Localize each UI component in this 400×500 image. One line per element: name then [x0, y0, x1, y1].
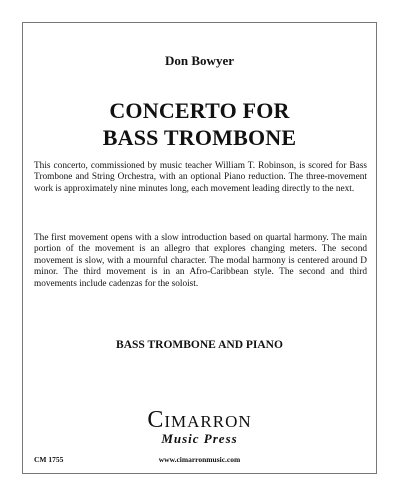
work-title-line-1: CONCERTO FOR — [109, 98, 290, 123]
publisher-logo-name: IMARRON — [164, 412, 252, 431]
work-title-line-2: BASS TROMBONE — [102, 125, 297, 150]
publisher-logo-initial: C — [147, 407, 165, 433]
work-title — [23, 97, 376, 151]
publisher-logo-subtitle: Music Press — [161, 431, 238, 446]
publisher-logo — [23, 409, 376, 433]
composer-name: Don Bowyer — [165, 53, 234, 68]
description-paragraph-2: The first movement opens with a slow introduction based on quartal harmony. The main portion of the movement is an allegro that explores changing meters. The second movement is slow, with a mournful character. The modal harmony is centered around D minor. The third movement is in an Afro-Caribbean style. The second and third movements include cadenzas for the soloist. — [34, 233, 367, 289]
catalog-number: CM 1755 — [34, 455, 64, 464]
instrumentation-label: BASS TROMBONE AND PIANO — [116, 339, 283, 351]
score-cover-page — [22, 22, 377, 474]
description-paragraph-1: This concerto, commissioned by music teacher William T. Robinson, is scored for Bass Trombone and String Orchestra, with an optional Piano reduction. The three-movement work is approximately nine minutes long, each movement leading directly to the next. — [34, 161, 367, 194]
publisher-website: www.cimarronmusic.com — [158, 455, 241, 464]
